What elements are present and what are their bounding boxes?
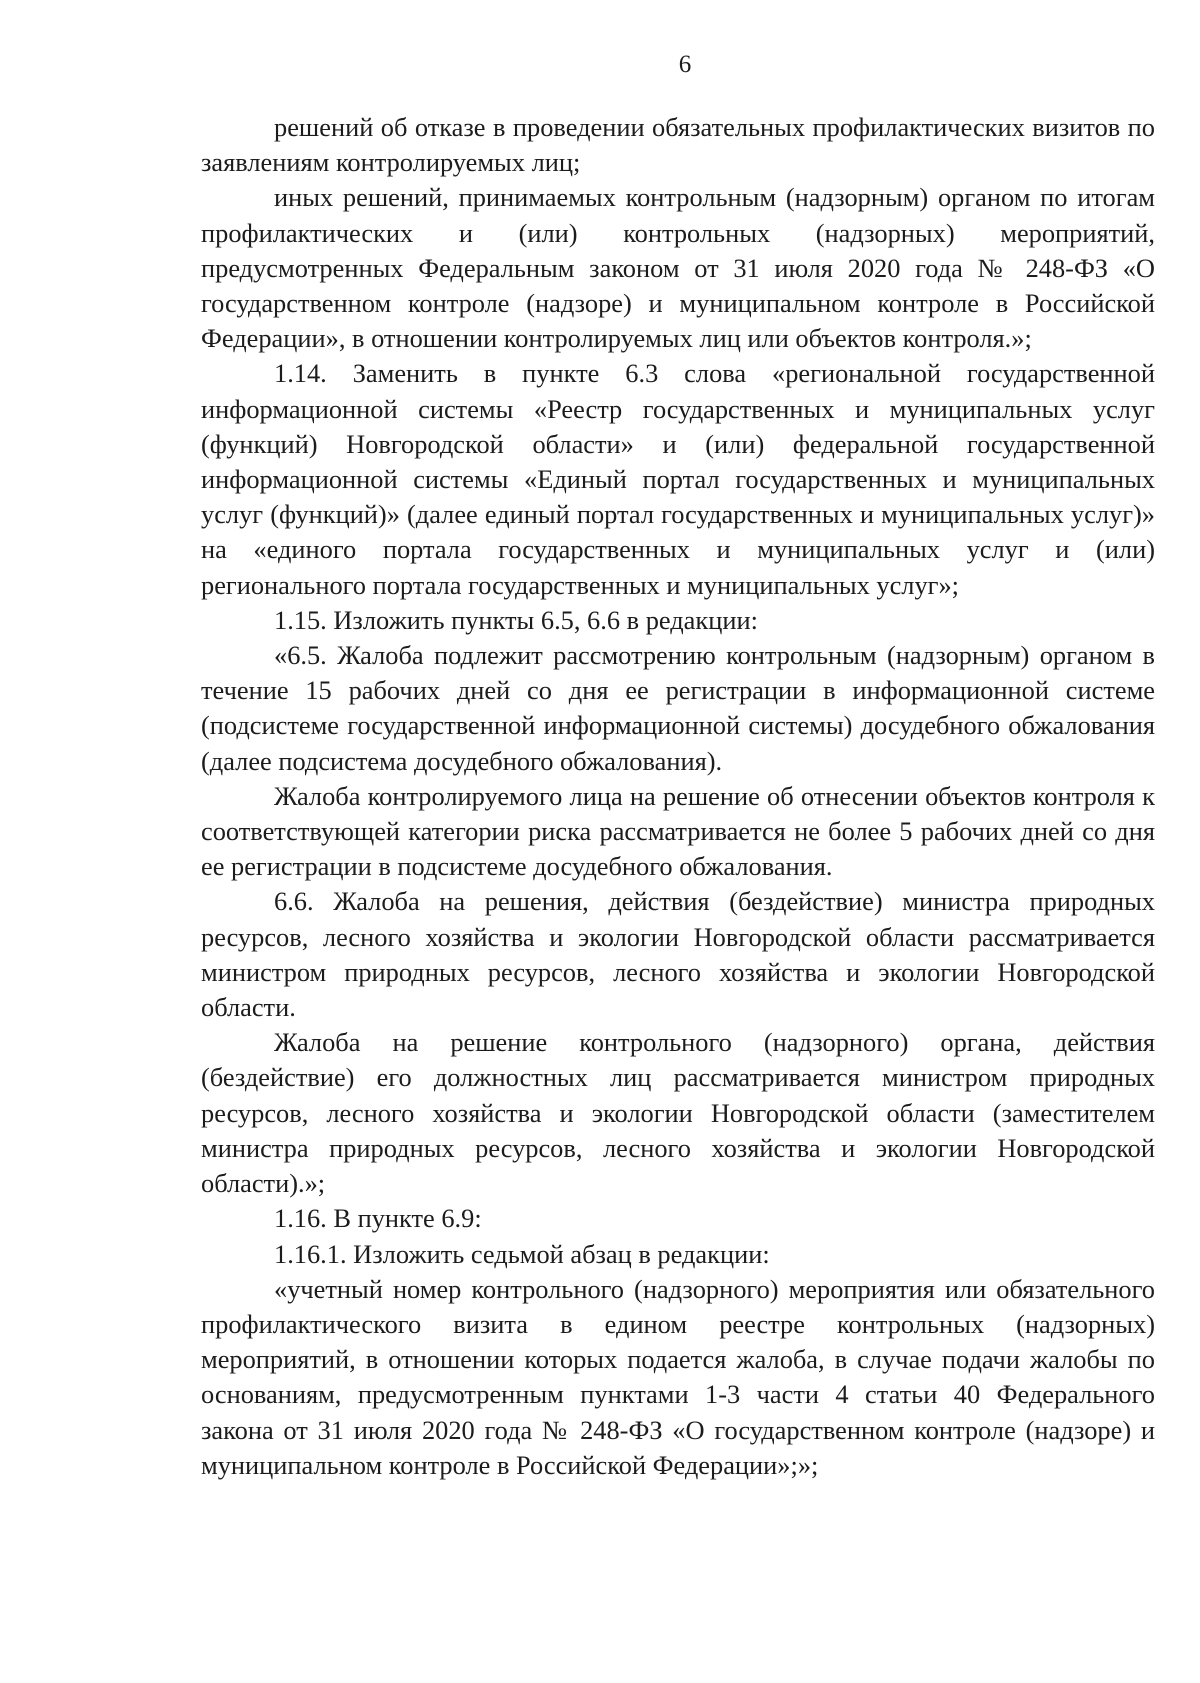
paragraph-1-14: 1.14. Заменить в пункте 6.3 слова «региональной государственной информационной системы «Реестр государственных и муниципальных услуг (функций) Новгородской области» и (или) федеральной государственной информационной системы «Единый портал государственных и муниципальных услуг (функций)» (далее единый портал государственных и муниципальных услуг)» на «единого портала государственных и муниципальных услуг и (или) регионального портала государственных и муниципальных услуг»; xyxy=(201,358,1155,600)
document-body xyxy=(201,110,1155,1483)
paragraph-refusal-decisions: решений об отказе в проведении обязательных профилактических визитов по заявлениям контролируемых лиц; xyxy=(201,112,1155,178)
paragraph-1-16: 1.16. В пункте 6.9: xyxy=(274,1203,482,1234)
paragraph-risk-category-complaint: Жалоба контролируемого лица на решение об отнесении объектов контроля к соответствующей категории риска рассматривается не более 5 рабочих дней со дня ее регистрации в подсистеме досудебного обжалования. xyxy=(201,780,1155,882)
paragraph-1-16-1: 1.16.1. Изложить седьмой абзац в редакции: xyxy=(274,1238,770,1269)
paragraph-1-15: 1.15. Изложить пункты 6.5, 6.6 в редакции: xyxy=(274,604,758,635)
page-number: 6 xyxy=(678,51,692,78)
paragraph-other-decisions: иных решений, принимаемых контрольным (надзорным) органом по итогам профилактических и (или) контрольных (надзорных) мероприятий, предусмотренных Федеральным законом от 31 июля 2020 года № 248-ФЗ «О государственном контроле (надзоре) и муниципальном контроле в Российской Федерации», в отношении контролируемых лиц или объектов контроля.»; xyxy=(201,182,1155,354)
paragraph-control-body-complaint: Жалоба на решение контрольного (надзорного) органа, действия (бездействие) его должностных лиц рассматривается министром природных ресурсов, лесного хозяйства и экологии Новгородской области (заместителем министра природных ресурсов, лесного хозяйства и экологии Новгородской области).»; xyxy=(201,1027,1155,1199)
paragraph-6-5: «6.5. Жалоба подлежит рассмотрению контрольным (надзорным) органом в течение 15 рабочих дней со дня ее регистрации в информационной системе (подсистеме государственной информационной системы) досудебного обжалования (далее подсистема досудебного обжалования). xyxy=(201,640,1155,776)
paragraph-6-6: 6.6. Жалоба на решения, действия (бездействие) министра природных ресурсов, лесного хозяйства и экологии Новгородской области рассматривается министром природных ресурсов, лесного хозяйства и экологии Новгородской области. xyxy=(201,886,1155,1023)
paragraph-registration-number: «учетный номер контрольного (надзорного) мероприятия или обязательного профилактического визита в едином реестре контрольных (надзорных) мероприятий, в отношении которых подается жалоба, в случае подачи жалобы по основаниям, предусмотренным пунктами 1-3 части 4 статьи 40 Федерального закона от 31 июля 2020 года № 248-ФЗ «О государственном контроле (надзоре) и муниципальном контроле в Российской Федерации»;»; xyxy=(201,1273,1155,1480)
